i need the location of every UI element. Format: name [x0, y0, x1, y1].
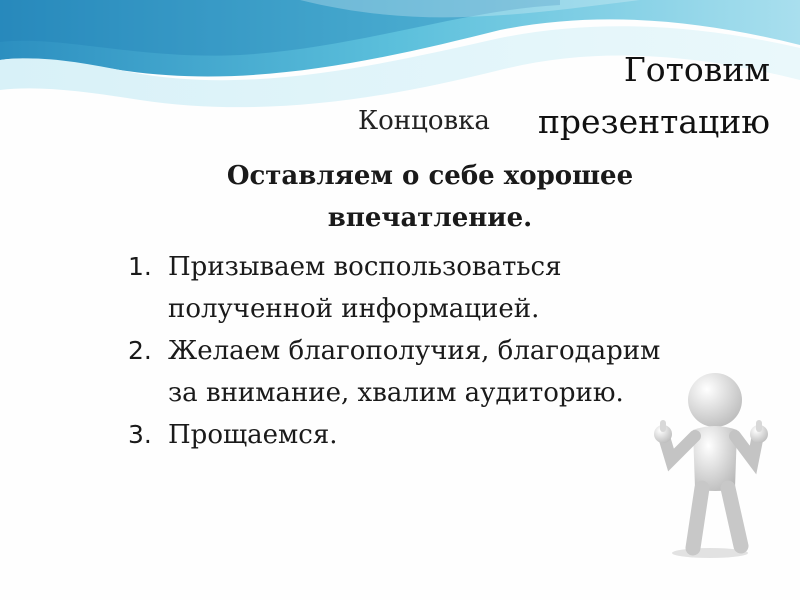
section-subtitle: Концовка [358, 106, 490, 136]
lead-statement: Оставляем о себе хорошее впечатление. [226, 161, 634, 233]
thumbs-up-person-icon [645, 370, 775, 560]
list-item-number: 3. [128, 420, 152, 449]
list-item-number: 1. [128, 252, 152, 281]
list-item-text: Призываем воспользоваться полученной информацией. [168, 252, 562, 324]
list-item [128, 330, 688, 414]
list-item-number: 2. [128, 336, 152, 365]
list-item [128, 414, 688, 456]
list-item [128, 246, 688, 330]
list-item-text: Прощаемся. [168, 420, 338, 450]
list-item-text: Желаем благополучия, благодарим за внимание, хвалим аудиторию. [168, 336, 661, 408]
page-title: Готовим презентацию [537, 50, 770, 141]
steps-list [128, 246, 688, 456]
